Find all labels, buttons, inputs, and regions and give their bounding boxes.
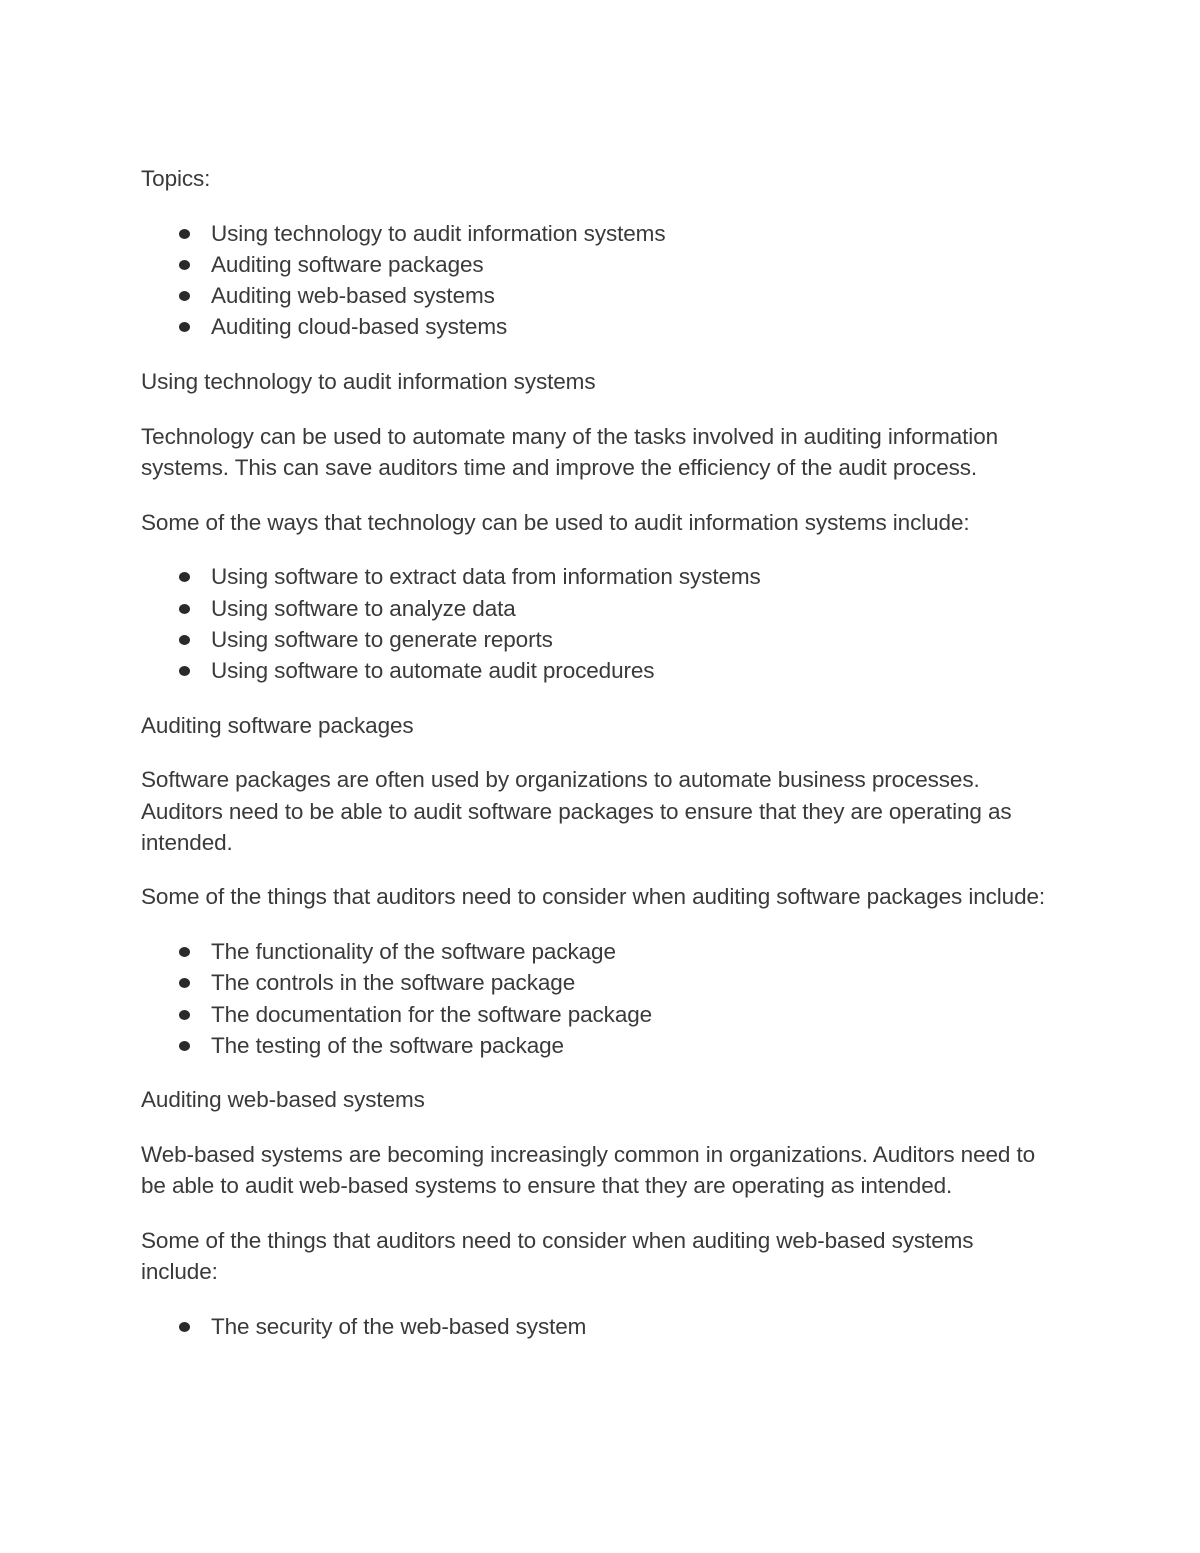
list-item — [141, 561, 1056, 592]
list-item — [141, 593, 1056, 624]
document-body — [141, 163, 1056, 1366]
list-item-text: The security of the web-based system — [211, 1313, 587, 1339]
bullet-icon — [179, 572, 190, 582]
list-item-text: Using software to automate audit procedures — [211, 657, 655, 683]
section-lead: Some of the things that auditors need to consider when auditing web-based systems include: — [141, 1228, 974, 1285]
list-item-text: Auditing web-based systems — [211, 283, 495, 309]
list-item-text: Using technology to audit information systems — [211, 220, 666, 246]
list-item-text: Auditing cloud-based systems — [211, 314, 508, 340]
list-item-text: Using software to generate reports — [211, 626, 553, 652]
list-item — [141, 624, 1056, 655]
list-item — [141, 967, 1056, 998]
topics-label: Topics: — [141, 166, 211, 191]
list-item — [141, 655, 1056, 686]
section-paragraph: Web-based systems are becoming increasingly common in organizations. Auditors need to be able to audit web-based systems to ensure that they are operating as intended. — [141, 1142, 1036, 1199]
bullet-icon — [179, 635, 190, 645]
list-item — [141, 311, 1056, 342]
bullet-icon — [179, 322, 190, 332]
section-paragraph: Technology can be used to automate many of the tasks involved in auditing information systems. This can save auditors time and improve the efficiency of the audit process. — [141, 423, 999, 480]
bullet-icon — [179, 947, 190, 957]
list-item — [141, 1311, 1056, 1342]
section-heading: Auditing web-based systems — [141, 1087, 425, 1113]
list-item-text: The controls in the software package — [211, 970, 576, 996]
bullet-icon — [179, 666, 190, 676]
bullet-icon — [179, 1010, 190, 1020]
section-heading: Auditing software packages — [141, 712, 414, 738]
section-list — [141, 561, 1056, 686]
list-item-text: The functionality of the software package — [211, 939, 616, 965]
section-lead: Some of the ways that technology can be used to audit information systems include: — [141, 509, 970, 535]
list-item — [141, 1030, 1056, 1061]
list-item — [141, 999, 1056, 1030]
bullet-icon — [179, 604, 190, 614]
bullet-icon — [179, 291, 190, 301]
list-item-text: The documentation for the software package — [211, 1001, 653, 1027]
list-item-text: The testing of the software package — [211, 1032, 564, 1058]
list-item — [141, 218, 1056, 249]
bullet-icon — [179, 229, 190, 239]
section-list — [141, 936, 1056, 1061]
list-item-text: Auditing software packages — [211, 251, 484, 277]
section-heading: Using technology to audit information systems — [141, 369, 596, 395]
list-item — [141, 280, 1056, 311]
list-item — [141, 249, 1056, 280]
bullet-icon — [179, 1041, 190, 1051]
list-item-text: Using software to analyze data — [211, 595, 516, 621]
list-item-text: Using software to extract data from information systems — [211, 564, 761, 590]
list-item — [141, 936, 1056, 967]
topics-list — [141, 218, 1056, 343]
section-lead: Some of the things that auditors need to consider when auditing software packages include: — [141, 884, 1046, 910]
bullet-icon — [179, 1322, 190, 1332]
section-paragraph: Software packages are often used by organizations to automate business processes. Auditors need to be able to audit software packages to ensure that they are operating as intended. — [141, 767, 1012, 855]
bullet-icon — [179, 260, 190, 270]
section-list — [141, 1311, 1056, 1342]
bullet-icon — [179, 978, 190, 988]
